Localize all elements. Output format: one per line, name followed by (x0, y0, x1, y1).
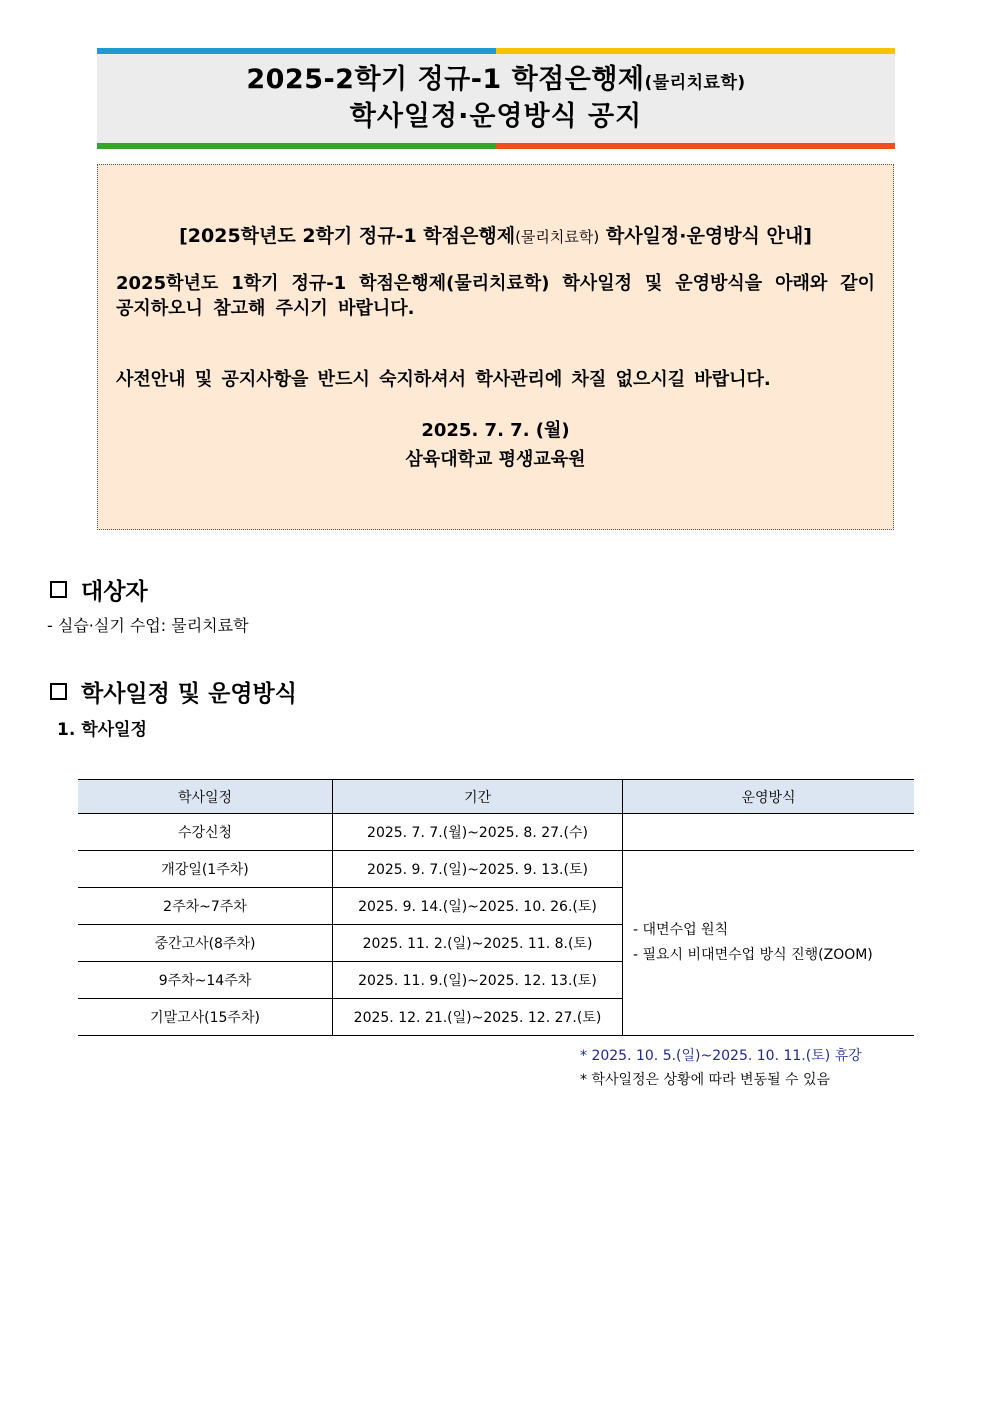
notice-organization: 삼육대학교 평생교육원 (405, 449, 586, 470)
notice-date: 2025. 7. 7. (월) (421, 420, 570, 441)
title-banner (97, 48, 895, 149)
title-line-2: 학사일정·운영방식 공지 (349, 101, 643, 132)
target-line: - 실습·실기 수업: 물리치료학 (47, 616, 249, 635)
square-bullet-icon (50, 683, 67, 700)
cell-method (623, 851, 915, 1036)
note-holiday: * 2025. 10. 5.(일)~2025. 10. 11.(토) 휴강 (580, 1048, 862, 1064)
cell-period: 2025. 11. 2.(일)~2025. 11. 8.(토) (333, 925, 623, 962)
title-main: 2025-2학기 정규-1 학점은행제 (246, 64, 645, 95)
cell-period: 2025. 9. 14.(일)~2025. 10. 26.(토) (333, 888, 623, 925)
cell-item: 수강신청 (78, 814, 333, 851)
table-row (78, 814, 914, 851)
note-change: * 학사일정은 상황에 따라 변동될 수 있음 (580, 1072, 831, 1088)
cell-period: 2025. 7. 7.(월)~2025. 8. 27.(수) (333, 814, 623, 851)
schedule-table (78, 779, 914, 1036)
section-target-heading (50, 573, 148, 606)
section-target-title: 대상자 (81, 579, 148, 605)
header-schedule: 학사일정 (78, 780, 333, 814)
title-area (97, 54, 895, 143)
title-subject: (물리치료학) (644, 73, 746, 93)
table-row (78, 851, 914, 888)
cell-period: 2025. 9. 7.(일)~2025. 9. 13.(토) (333, 851, 623, 888)
method-line-1: - 대면수업 원칙 (633, 922, 729, 938)
square-bullet-icon (50, 581, 67, 598)
cell-item: 중간고사(8주차) (78, 925, 333, 962)
cell-method-empty (623, 814, 915, 851)
table-header-row (78, 780, 914, 814)
notice-box (97, 164, 894, 530)
notice-paragraph-2: 사전안내 및 공지사항을 반드시 숙지하셔서 학사관리에 차질 없으시길 바랍니다. (116, 369, 771, 390)
header-method: 운영방식 (623, 780, 915, 814)
title-bottom-bar (97, 143, 895, 149)
notice-heading-pre: [2025학년도 2학기 정규-1 학점은행제 (179, 225, 516, 247)
section-schedule-title: 학사일정 및 운영방식 (81, 681, 297, 707)
method-line-2: - 필요시 비대면수업 방식 진행(ZOOM) (633, 947, 873, 963)
cell-item: 개강일(1주차) (78, 851, 333, 888)
section-schedule-heading (50, 675, 297, 708)
cell-item: 기말고사(15주차) (78, 999, 333, 1036)
cell-period: 2025. 12. 21.(일)~2025. 12. 27.(토) (333, 999, 623, 1036)
cell-period: 2025. 11. 9.(일)~2025. 12. 13.(토) (333, 962, 623, 999)
cell-item: 9주차~14주차 (78, 962, 333, 999)
title-line-1 (246, 63, 745, 100)
schedule-subheading: 1. 학사일정 (57, 720, 147, 740)
notice-paragraph-1: 2025학년도 1학기 정규-1 학점은행제(물리치료학) 학사일정 및 운영방식을 아래와 같이 공지하오니 참고해 주시기 바랍니다. (116, 273, 875, 319)
cell-item: 2주차~7주차 (78, 888, 333, 925)
notice-heading (98, 221, 893, 248)
notice-heading-subject: (물리치료학) (515, 228, 600, 246)
header-period: 기간 (333, 780, 623, 814)
notice-heading-post: 학사일정·운영방식 안내] (599, 225, 812, 247)
